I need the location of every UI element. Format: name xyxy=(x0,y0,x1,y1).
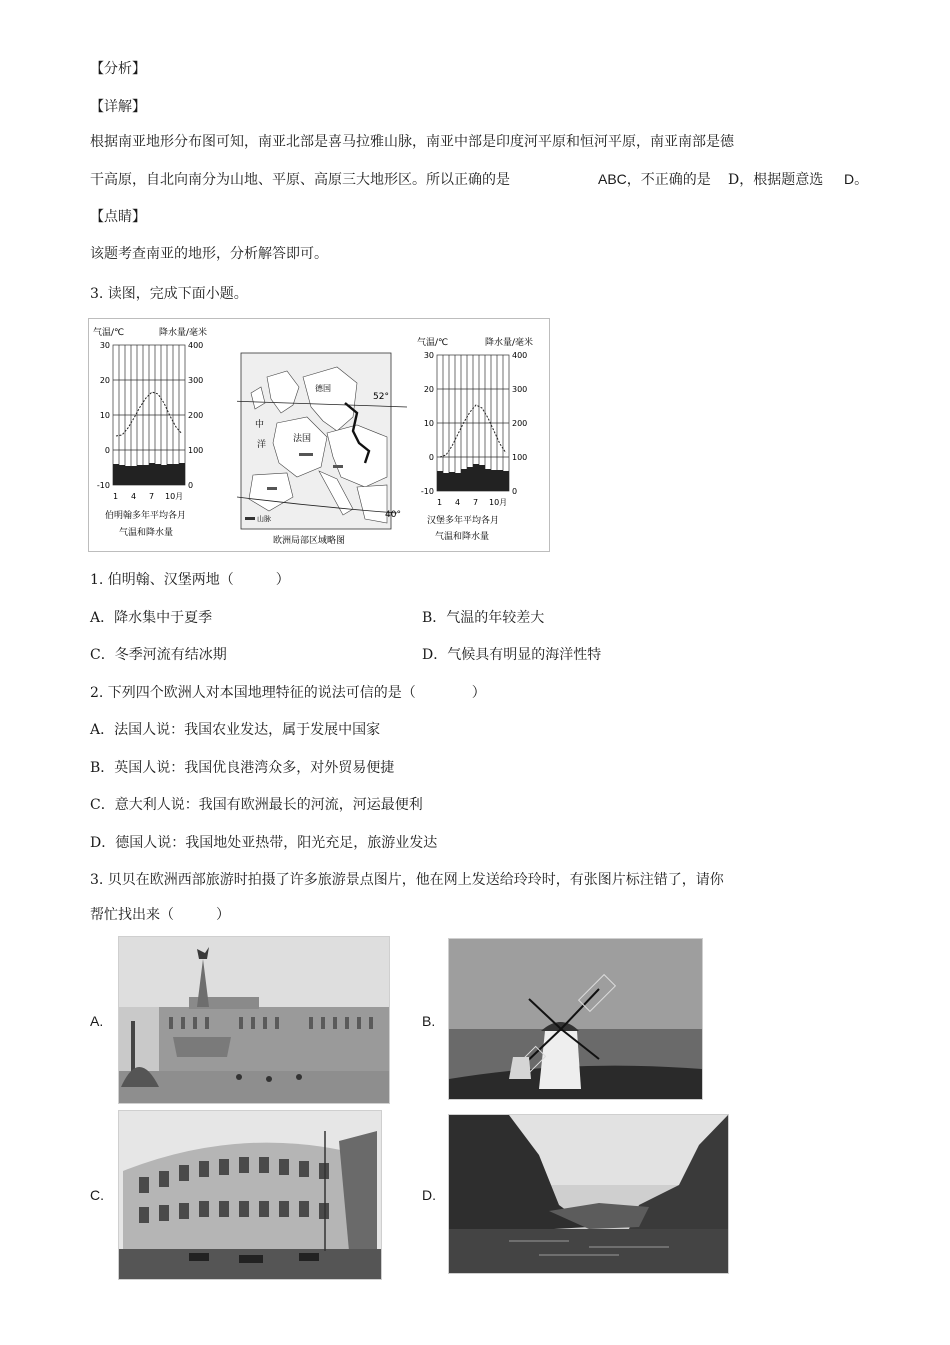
answer-abc: ABC，不正确的是 xyxy=(598,171,711,187)
answer-d-final: D。 xyxy=(844,171,869,187)
svg-text:300: 300 xyxy=(188,376,204,385)
q3-option-a-label[interactable]: A. xyxy=(90,1013,104,1029)
birmingham-climate-chart xyxy=(91,321,231,547)
analysis-tag: 【分析】 xyxy=(90,61,146,77)
svg-text:20: 20 xyxy=(99,376,110,385)
q2-option-a[interactable]: A．法国人说：我国农业发达，属于发展中国家 xyxy=(90,722,381,738)
svg-text:-10: -10 xyxy=(420,487,434,496)
detail-line-1: 根据南亚地形分布图可知，南亚北部是喜马拉雅山脉，南亚中部是印度河平原和恒河平原，南亚南部是德 xyxy=(90,134,734,150)
right-month-ticks xyxy=(437,498,507,507)
svg-text:30: 30 xyxy=(423,351,434,360)
q3-option-b-label[interactable]: B. xyxy=(422,1013,436,1029)
svg-text:10月: 10月 xyxy=(165,492,184,501)
svg-text:4: 4 xyxy=(131,492,137,501)
q1-option-a[interactable]: A．降水集中于夏季 xyxy=(90,610,213,626)
q3-stem-line-1: 3. 贝贝在欧洲西部旅游时拍摄了许多旅游景点图片，他在网上发送给玲玲时，有张图片标注错了，请你 xyxy=(90,872,724,888)
q1-option-b[interactable]: B．气温的年较差大 xyxy=(422,610,545,626)
left-precip-axis-label: 降水量/毫米 xyxy=(159,328,208,338)
right-temp-axis-label: 气温/℃ xyxy=(417,338,449,348)
left-caption-1: 伯明翰多年平均各月 xyxy=(105,511,187,521)
svg-text:0: 0 xyxy=(512,487,518,496)
photo-colosseum[interactable] xyxy=(118,1110,382,1280)
hamburg-climate-chart xyxy=(415,333,547,549)
map-label-de: 德国 xyxy=(315,384,331,393)
svg-text:400: 400 xyxy=(188,341,204,350)
left-precip-ticks xyxy=(188,341,203,490)
svg-text:7: 7 xyxy=(473,498,479,507)
svg-text:7: 7 xyxy=(149,492,155,501)
right-caption-2: 气温和降水量 xyxy=(435,532,490,542)
svg-text:0: 0 xyxy=(188,481,194,490)
europe-map xyxy=(237,347,407,547)
svg-text:10: 10 xyxy=(423,419,434,428)
photo-windmill[interactable] xyxy=(448,938,703,1100)
svg-text:400: 400 xyxy=(512,351,528,360)
left-temp-axis-label: 气温/℃ xyxy=(93,328,125,338)
q3-option-d-label[interactable]: D. xyxy=(422,1187,436,1203)
comment-text: 该题考查南亚的地形，分析解答即可。 xyxy=(90,246,328,262)
svg-text:10月: 10月 xyxy=(489,498,508,507)
latitude-52-label: 52° xyxy=(373,392,389,402)
answer-d-note: D，根据题意选 xyxy=(728,172,824,188)
left-caption-2: 气温和降水量 xyxy=(119,528,174,538)
left-precip-bars xyxy=(113,463,185,485)
svg-text:30: 30 xyxy=(99,341,110,350)
right-precip-axis-label: 降水量/毫米 xyxy=(485,338,534,348)
right-precip-bars xyxy=(437,464,509,491)
map-label-zh: 中 xyxy=(255,420,265,430)
q3-stem-line-2: 帮忙找出来（ ） xyxy=(90,907,230,923)
svg-text:10: 10 xyxy=(99,411,110,420)
svg-text:-10: -10 xyxy=(96,481,110,490)
comment-tag: 【点睛】 xyxy=(90,209,146,225)
q2-stem: 2. 下列四个欧洲人对本国地理特征的说法可信的是（ ） xyxy=(90,685,486,701)
svg-text:1: 1 xyxy=(113,492,119,501)
svg-text:4: 4 xyxy=(455,498,461,507)
svg-text:100: 100 xyxy=(188,446,204,455)
right-temp-ticks xyxy=(421,351,434,496)
q2-option-b[interactable]: B．英国人说：我国优良港湾众多，对外贸易便捷 xyxy=(90,760,395,776)
map-label-bay: 洋 xyxy=(257,440,267,450)
q1-option-c[interactable]: C．冬季河流有结冰期 xyxy=(90,647,227,663)
q1-option-d[interactable]: D．气候具有明显的海洋性特 xyxy=(422,647,602,663)
svg-text:200: 200 xyxy=(512,419,528,428)
right-caption-1: 汉堡多年平均各月 xyxy=(427,516,500,526)
svg-text:200: 200 xyxy=(188,411,204,420)
photo-palace[interactable] xyxy=(118,936,390,1104)
left-temp-ticks xyxy=(97,341,110,490)
latitude-40-label: 40° xyxy=(385,510,401,520)
q1-stem: 1. 伯明翰、汉堡两地（ ） xyxy=(90,572,290,588)
q2-option-d[interactable]: D．德国人说：我国地处亚热带，阳光充足，旅游业发达 xyxy=(90,835,438,851)
photo-fjord[interactable] xyxy=(448,1114,729,1274)
map-caption: 欧洲局部区域略图 xyxy=(273,536,346,546)
svg-text:1: 1 xyxy=(437,498,443,507)
svg-text:100: 100 xyxy=(512,453,528,462)
q2-option-c[interactable]: C．意大利人说：我国有欧洲最长的河流，河运最便利 xyxy=(90,797,423,813)
map-legend: 山脉 xyxy=(257,515,271,523)
detail-line-2 xyxy=(90,169,510,189)
left-month-ticks xyxy=(113,492,183,501)
detail-tag: 【详解】 xyxy=(90,99,146,115)
map-label-fr: 法国 xyxy=(293,434,312,444)
question3-stem: 3. 读图，完成下面小题。 xyxy=(90,286,248,302)
q3-option-c-label[interactable]: C. xyxy=(90,1187,104,1203)
detail-line-2-text: 干高原，自北向南分为山地、平原、高原三大地形区。所以正确的是 xyxy=(90,172,510,188)
svg-text:0: 0 xyxy=(428,453,434,462)
svg-text:300: 300 xyxy=(512,385,528,394)
right-precip-ticks xyxy=(512,351,527,496)
svg-text:0: 0 xyxy=(104,446,110,455)
svg-text:20: 20 xyxy=(423,385,434,394)
climate-figure xyxy=(88,318,550,552)
